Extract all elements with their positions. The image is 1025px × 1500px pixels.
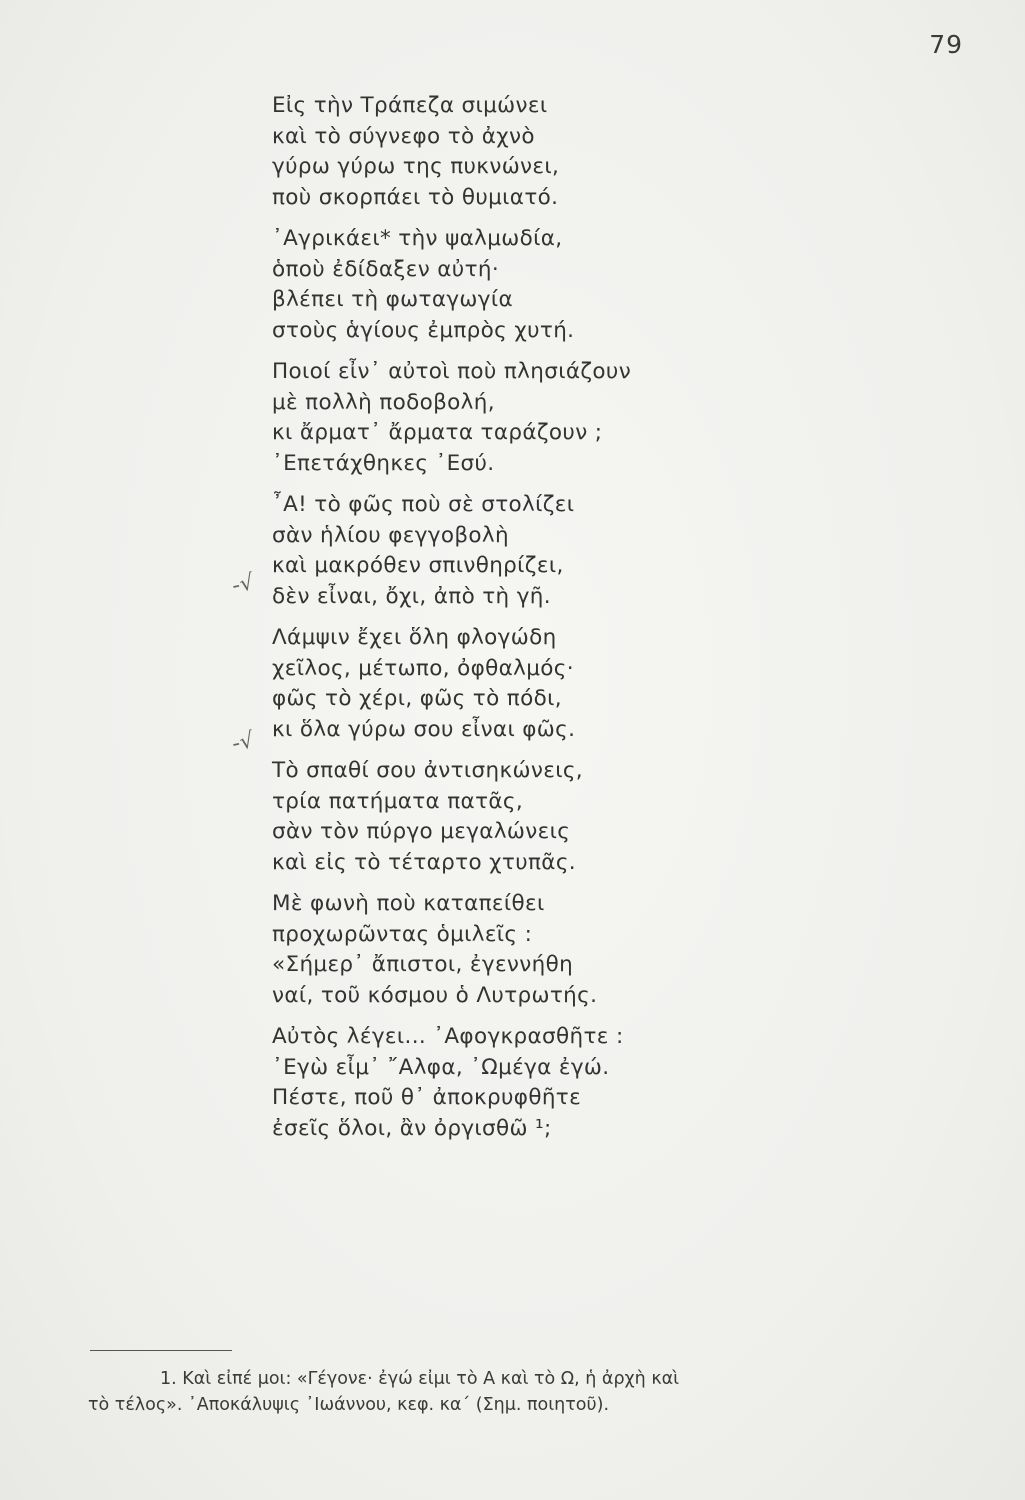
stanza-6 [272,756,872,878]
stanza-5 [272,623,872,745]
verse: σὰν ἡλίου φεγγοβολὴ [272,522,509,548]
page-number: 79 [929,30,963,59]
stanza-8 [272,1022,872,1144]
verse: ᾿Εγὼ εἶμ᾿ ῎Αλφα, ᾿Ωμέγα ἐγώ. [272,1054,610,1080]
stanza-7 [272,889,872,1011]
verse: προχωρῶντας ὁμιλεῖς : [272,921,533,947]
stanza-3 [272,357,872,479]
stanza-2 [272,224,872,346]
verse: ναί, τοῦ κόσμου ὁ Λυτρωτής. [272,982,598,1008]
verse: Πέστε, ποῦ θ᾿ ἀποκρυφθῆτε [272,1085,582,1110]
footnote [88,1366,988,1418]
verse: Τὸ σπαθί σου ἀντισηκώνεις, [272,758,583,783]
verse: φῶς τὸ χέρι, φῶς τὸ πόδι, [272,686,562,711]
footnote-divider [90,1350,232,1351]
verse: «Σήμερ᾿ ἄπιστοι, ἐγεννήθη [272,952,574,977]
verse: Εἰς τὴν Τράπεζα σιμώνει [272,93,548,118]
verse: καὶ μακρόθεν σπινθηρίζει, [272,553,564,578]
pencil-check-mark: -√ [229,569,257,600]
verse: Λάμψιν ἔχει ὅλη φλογώδη [272,625,557,650]
verse: Αὐτὸς λέγει... ᾿Αφογκρασθῆτε : [272,1024,624,1049]
verse: σὰν τὸν πύργο μεγαλώνεις [272,819,571,844]
verse: κι ἄρματ᾿ ἄρματα ταράζουν ; [272,420,603,445]
verse: χεῖλος, μέτωπο, ὀφθαλμός· [272,655,574,681]
verse: κι ὅλα γύρω σου εἶναι φῶς. [272,716,576,742]
stanza-1 [272,91,872,213]
verse: Μὲ φωνὴ ποὺ καταπείθει [272,891,545,916]
verse: ᾿Αγρικάει* τὴν ψαλμωδία, [272,226,563,251]
verse: μὲ πολλὴ ποδοβολή, [272,389,495,415]
pencil-check-mark: -√ [229,727,257,758]
stanza-4 [272,490,872,612]
verse: στοὺς ἁγίους ἐμπρὸς χυτή. [272,317,575,343]
footnote-line: 1. Καὶ εἰπέ μοι: «Γέγονε· ἐγώ εἰμι τὸ Α καὶ τὸ Ω, ἡ ἀρχὴ καὶ [160,1369,680,1389]
poem [272,91,872,1144]
verse: ᾿Επετάχθηκες ᾿Εσύ. [272,450,495,476]
verse: βλέπει τὴ φωταγωγία [272,287,513,312]
verse: δὲν εἶναι, ὄχι, ἀπὸ τὴ γῆ. [272,583,551,609]
verse: ῏Α! τὸ φῶς ποὺ σὲ στολίζει [272,492,575,517]
verse: καὶ τὸ σύγνεφο τὸ ἀχνὸ [272,123,535,149]
verse: Ποιοί εἶν᾿ αὐτοὶ ποὺ πλησιάζουν [272,359,632,384]
verse: ποὺ σκορπάει τὸ θυμιατό. [272,184,559,210]
verse: ἐσεῖς ὅλοι, ἂν ὀργισθῶ ¹; [272,1115,552,1141]
verse: ὁποὺ ἐδίδαξεν αὐτή· [272,256,500,282]
footnote-line: τὸ τέλος». ᾿Αποκάλυψις ᾿Ιωάννου, κεφ. κα΄ (Σημ. ποιητοῦ). [88,1395,610,1415]
verse: καὶ εἰς τὸ τέταρτο χτυπᾶς. [272,849,576,875]
verse: γύρω γύρω της πυκνώνει, [272,154,560,179]
verse: τρία πατήματα πατᾶς, [272,788,524,814]
